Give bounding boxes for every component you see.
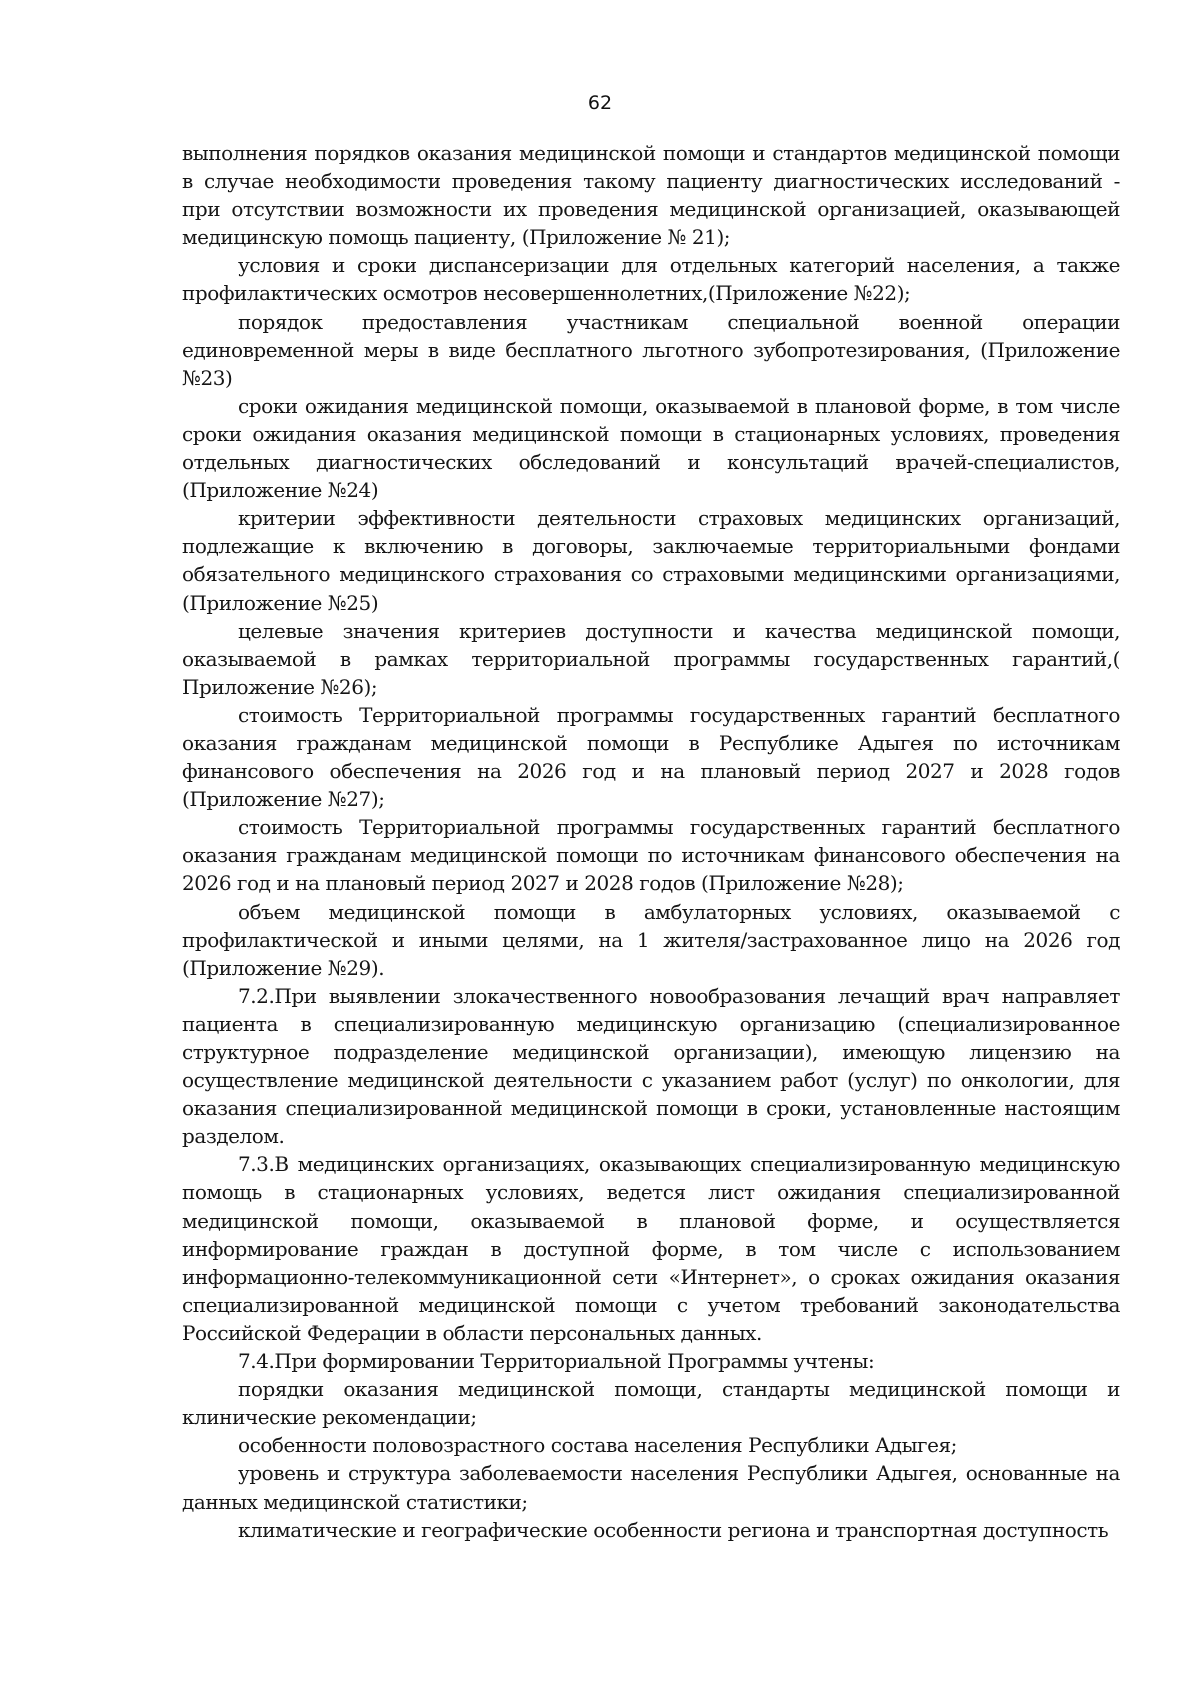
- paragraph: критерии эффективности деятельности страховых медицинских организаций, подлежащие к включению в договоры, заключаемые территориальными фондами обязательного медицинского страхования со страховыми медицинскими организациями, (Приложение №25): [182, 506, 1120, 615]
- paragraph: стоимость Территориальной программы государственных гарантий бесплатного оказания гражданам медицинской помощи по источникам финансового обеспечения на 2026 год и на плановый период 2027 и 2028 годов (Приложение №28);: [182, 815, 1120, 896]
- paragraph: 7.4.При формировании Территориальной Программы учтены:: [238, 1349, 875, 1374]
- paragraph: порядок предоставления участникам специальной военной операции единовременной меры в виде бесплатного льготного зубопротезирования, (Приложение №23): [182, 309, 1120, 390]
- paragraph: уровень и структура заболеваемости населения Республики Адыгея, основанные на данных медицинской статистики;: [182, 1461, 1120, 1514]
- paragraph: целевые значения критериев доступности и качества медицинской помощи, оказываемой в рамках территориальной программы государственных гарантий,( Приложение №26);: [182, 618, 1120, 699]
- paragraph: климатические и географические особенности региона и транспортная доступность: [238, 1517, 1109, 1542]
- page-number: 62: [587, 92, 613, 114]
- paragraph: 7.3.В медицинских организациях, оказывающих специализированную медицинскую помощь в стационарных условиях, ведется лист ожидания специализированной медицинской помощи, оказываемой в плановой форме, и осуществляется информирование граждан в доступной форме, в том числе с использованием информационно-телекоммуникационной сети «Интернет», о сроках ожидания оказания специализированной медицинской помощи с учетом требований законодательства Российской Федерации в области персональных данных.: [182, 1152, 1120, 1345]
- document-body: [182, 139, 1120, 1544]
- paragraph: объем медицинской помощи в амбулаторных условиях, оказываемой с профилактической и иными целями, на 1 жителя/застрахованное лицо на 2026 год (Приложение №29).: [182, 899, 1120, 980]
- paragraph: 7.2.При выявлении злокачественного новообразования лечащий врач направляет пациента в специализированную медицинскую организацию (специализированное структурное подразделение медицинской организации), имеющую лицензию на осуществление медицинской деятельности с указанием работ (услуг) по онкологии, для оказания специализированной медицинской помощи в сроки, установленные настоящим разделом.: [182, 983, 1120, 1149]
- paragraph: сроки ожидания медицинской помощи, оказываемой в плановой форме, в том числе сроки ожидания оказания медицинской помощи в стационарных условиях, проведения отдельных диагностических обследований и консультаций врачей-специалистов, (Приложение №24): [182, 393, 1120, 503]
- paragraph: особенности половозрастного состава населения Республики Адыгея;: [238, 1433, 957, 1458]
- paragraph: стоимость Территориальной программы государственных гарантий бесплатного оказания гражданам медицинской помощи в Республике Адыгея по источникам финансового обеспечения на 2026 год и на плановый период 2027 и 2028 годов (Приложение №27);: [182, 702, 1120, 812]
- paragraph: условия и сроки диспансеризации для отдельных категорий населения, а также профилактических осмотров несовершеннолетних,(Приложение №22);: [182, 253, 1120, 306]
- paragraph: выполнения порядков оказания медицинской помощи и стандартов медицинской помощи в случае необходимости проведения такому пациенту диагностических исследований - при отсутствии возможности их проведения медицинской организацией, оказывающей медицинскую помощь пациенту, (Приложение № 21);: [182, 141, 1120, 250]
- paragraph: порядки оказания медицинской помощи, стандарты медицинской помощи и клинические рекомендации;: [182, 1377, 1120, 1430]
